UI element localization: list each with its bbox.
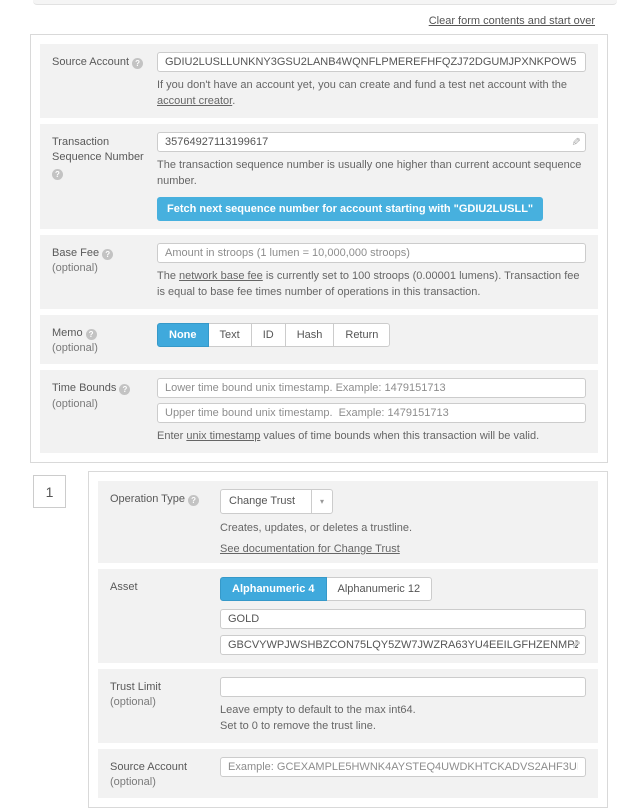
memo-section: [40, 315, 598, 365]
operation-source-account-input[interactable]: [220, 757, 586, 777]
source-account-input[interactable]: [157, 52, 586, 72]
memo-option-hash[interactable]: Hash: [285, 323, 335, 347]
sequence-number-input[interactable]: [157, 132, 586, 152]
memo-label: [52, 323, 157, 357]
optional-tag: (optional): [52, 342, 98, 355]
help-icon[interactable]: ?: [102, 249, 113, 260]
base-fee-input[interactable]: [157, 243, 586, 263]
optional-tag: (optional): [52, 397, 98, 410]
helper-text: .: [232, 94, 236, 107]
network-base-fee-link[interactable]: network base fee: [179, 269, 263, 282]
change-trust-doc-link[interactable]: See documentation for Change Trust: [220, 542, 400, 555]
memo-option-id[interactable]: ID: [251, 323, 286, 347]
help-icon[interactable]: ?: [119, 384, 130, 395]
header-bottom-strip: [33, 0, 617, 5]
trust-limit-label: [110, 677, 220, 735]
operation-panel: [88, 471, 608, 808]
helper-text: The: [157, 269, 180, 282]
time-bounds-section: [40, 370, 598, 453]
sequence-number-label-text: Transaction Sequence Number: [52, 135, 144, 164]
source-account-label-text: Source Account: [52, 56, 130, 68]
asset-issuer-input[interactable]: [220, 635, 586, 655]
optional-tag: (optional): [110, 776, 156, 788]
asset-type-toggle: [220, 577, 432, 601]
unix-timestamp-link[interactable]: unix timestamp: [186, 430, 261, 443]
help-icon[interactable]: ?: [86, 329, 97, 340]
base-fee-label-text: Base Fee: [52, 246, 100, 259]
helper-text: is currently set to 100 stroops (0.00001 lumens). Transaction fee is equal to base fee times number of operations in this transaction.: [157, 269, 580, 298]
asset-tab-alphanumeric12[interactable]: Alphanumeric 12: [326, 577, 433, 601]
helper-text: values of time bounds when this transaction will be valid.: [260, 430, 540, 443]
lower-time-bound-input[interactable]: [157, 378, 586, 398]
base-fee-section: [40, 235, 598, 309]
asset-code-input[interactable]: [220, 609, 586, 629]
memo-option-none[interactable]: None: [157, 323, 209, 347]
time-bounds-helper: [157, 429, 586, 445]
sequence-number-section: [40, 124, 598, 229]
source-account-section: [40, 44, 598, 118]
time-bounds-label-text: Time Bounds: [52, 382, 117, 395]
operation-source-account-label: [110, 757, 220, 791]
memo-label-text: Memo: [52, 326, 83, 339]
asset-label: [110, 577, 220, 655]
trust-limit-section: [98, 669, 598, 743]
operation-source-account-label-text: Source Account: [110, 760, 188, 773]
helper-text: If you don't have an account yet, you can create and fund a test net account with the: [157, 79, 567, 91]
operation-type-select[interactable]: [220, 489, 333, 514]
help-icon[interactable]: ?: [188, 495, 199, 506]
helper-text: Set to 0 to remove the trust line.: [220, 719, 376, 732]
upper-time-bound-input[interactable]: [157, 403, 586, 423]
sequence-number-label: [52, 132, 157, 221]
chevron-down-icon[interactable]: ▾: [311, 489, 333, 514]
source-account-label: [52, 52, 157, 110]
operation-type-section: [98, 481, 598, 562]
account-creator-link[interactable]: account creator: [157, 94, 233, 107]
memo-option-return[interactable]: Return: [333, 323, 390, 347]
base-fee-helper: [157, 269, 586, 301]
operation-index-badge: 1: [33, 475, 66, 508]
optional-tag: (optional): [52, 262, 98, 275]
pencil-icon: ✎: [568, 136, 581, 146]
trust-limit-input[interactable]: [220, 677, 586, 697]
operation-row: [33, 471, 608, 808]
memo-type-toggle: [157, 323, 390, 347]
trust-limit-helper: [220, 703, 586, 735]
operation-doc-row: [220, 543, 586, 555]
operation-type-selected-value[interactable]: Change Trust: [220, 489, 312, 514]
asset-section: [98, 569, 598, 663]
time-bounds-label: [52, 378, 157, 445]
source-account-helper: [157, 78, 586, 110]
helper-text: Enter: [157, 430, 187, 443]
clear-form-link[interactable]: Clear form contents and start over: [428, 15, 595, 27]
pencil-icon: ✎: [568, 639, 581, 649]
operation-type-description: Creates, updates, or deletes a trustline.: [220, 522, 412, 535]
transaction-builder-panel: [30, 34, 608, 463]
help-icon[interactable]: ?: [52, 169, 63, 180]
helper-text: Leave empty to default to the max int64.: [220, 703, 416, 716]
operation-source-account-section: [98, 749, 598, 799]
memo-option-text[interactable]: Text: [208, 323, 252, 347]
trust-limit-label-text: Trust Limit: [110, 680, 161, 693]
operation-type-label-text: Operation Type: [110, 493, 186, 506]
sequence-number-helper: The transaction sequence number is usually one higher than current account sequence number.: [157, 158, 582, 187]
operation-type-label: [110, 489, 220, 554]
asset-label-text: Asset: [110, 580, 138, 593]
asset-tab-alphanumeric4[interactable]: Alphanumeric 4: [220, 577, 327, 601]
help-icon[interactable]: ?: [132, 58, 143, 69]
fetch-sequence-button[interactable]: Fetch next sequence number for account starting with "GDIU2LUSLL": [157, 197, 543, 221]
clear-form-row: [30, 15, 595, 27]
optional-tag: (optional): [110, 696, 156, 709]
base-fee-label: [52, 243, 157, 301]
